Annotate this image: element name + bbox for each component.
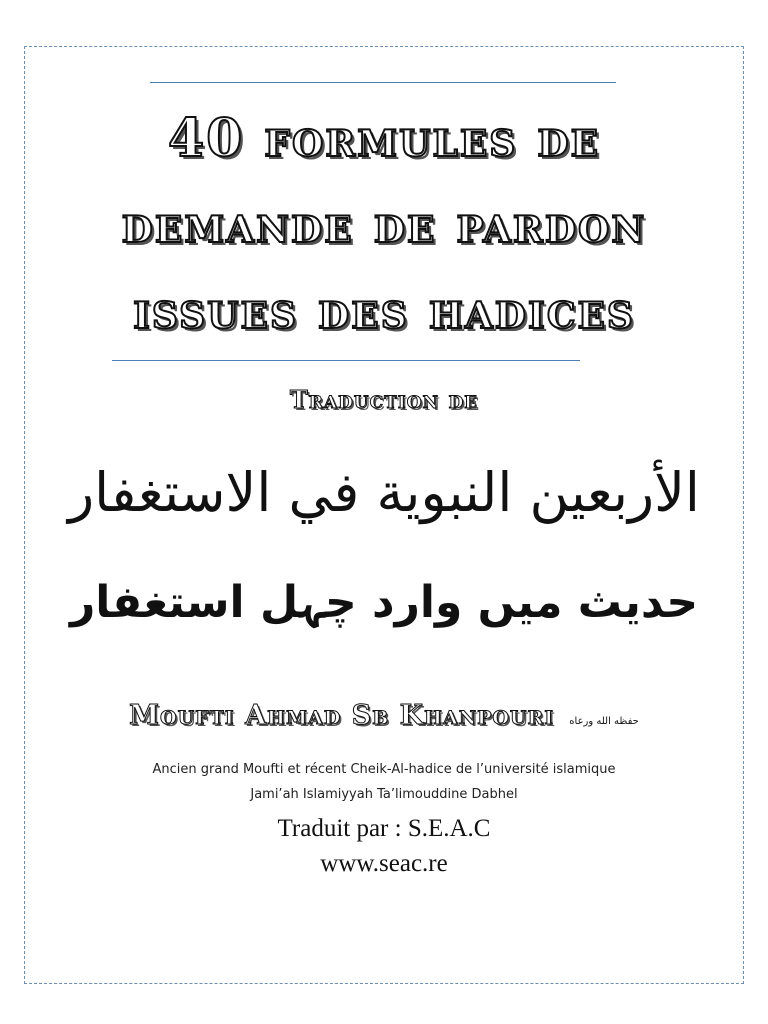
bottom-divider [112,360,580,361]
title-line-3: issues des hadices [133,280,635,341]
website-link[interactable]: www.seac.re [320,850,448,877]
translation-label: Traduction de [289,385,479,414]
author-line [0,700,768,731]
author-description-line-1: Ancien grand Moufti et récent Cheik-Al-hadice de l’université islamique [152,762,616,777]
author-description-line-2: Jami’ah Islamiyyah Ta’limouddine Dabhel [250,787,518,802]
translator-credit: Traduit par : S.E.A.C [277,815,491,842]
arabic-title: الأربعين النبوية في الاستغفار [68,461,700,524]
author-name: Moufti Ahmad Sb Khanpouri [129,700,555,731]
title-line-2: demande de pardon [121,194,647,255]
title-line-1: 40 formules de [167,108,601,169]
urdu-title: حدیث میں وارد چہل استغفار [69,577,699,628]
top-divider [150,82,616,83]
author-honorific: حفظه الله ورعاه [569,716,639,727]
document-title [0,96,768,354]
